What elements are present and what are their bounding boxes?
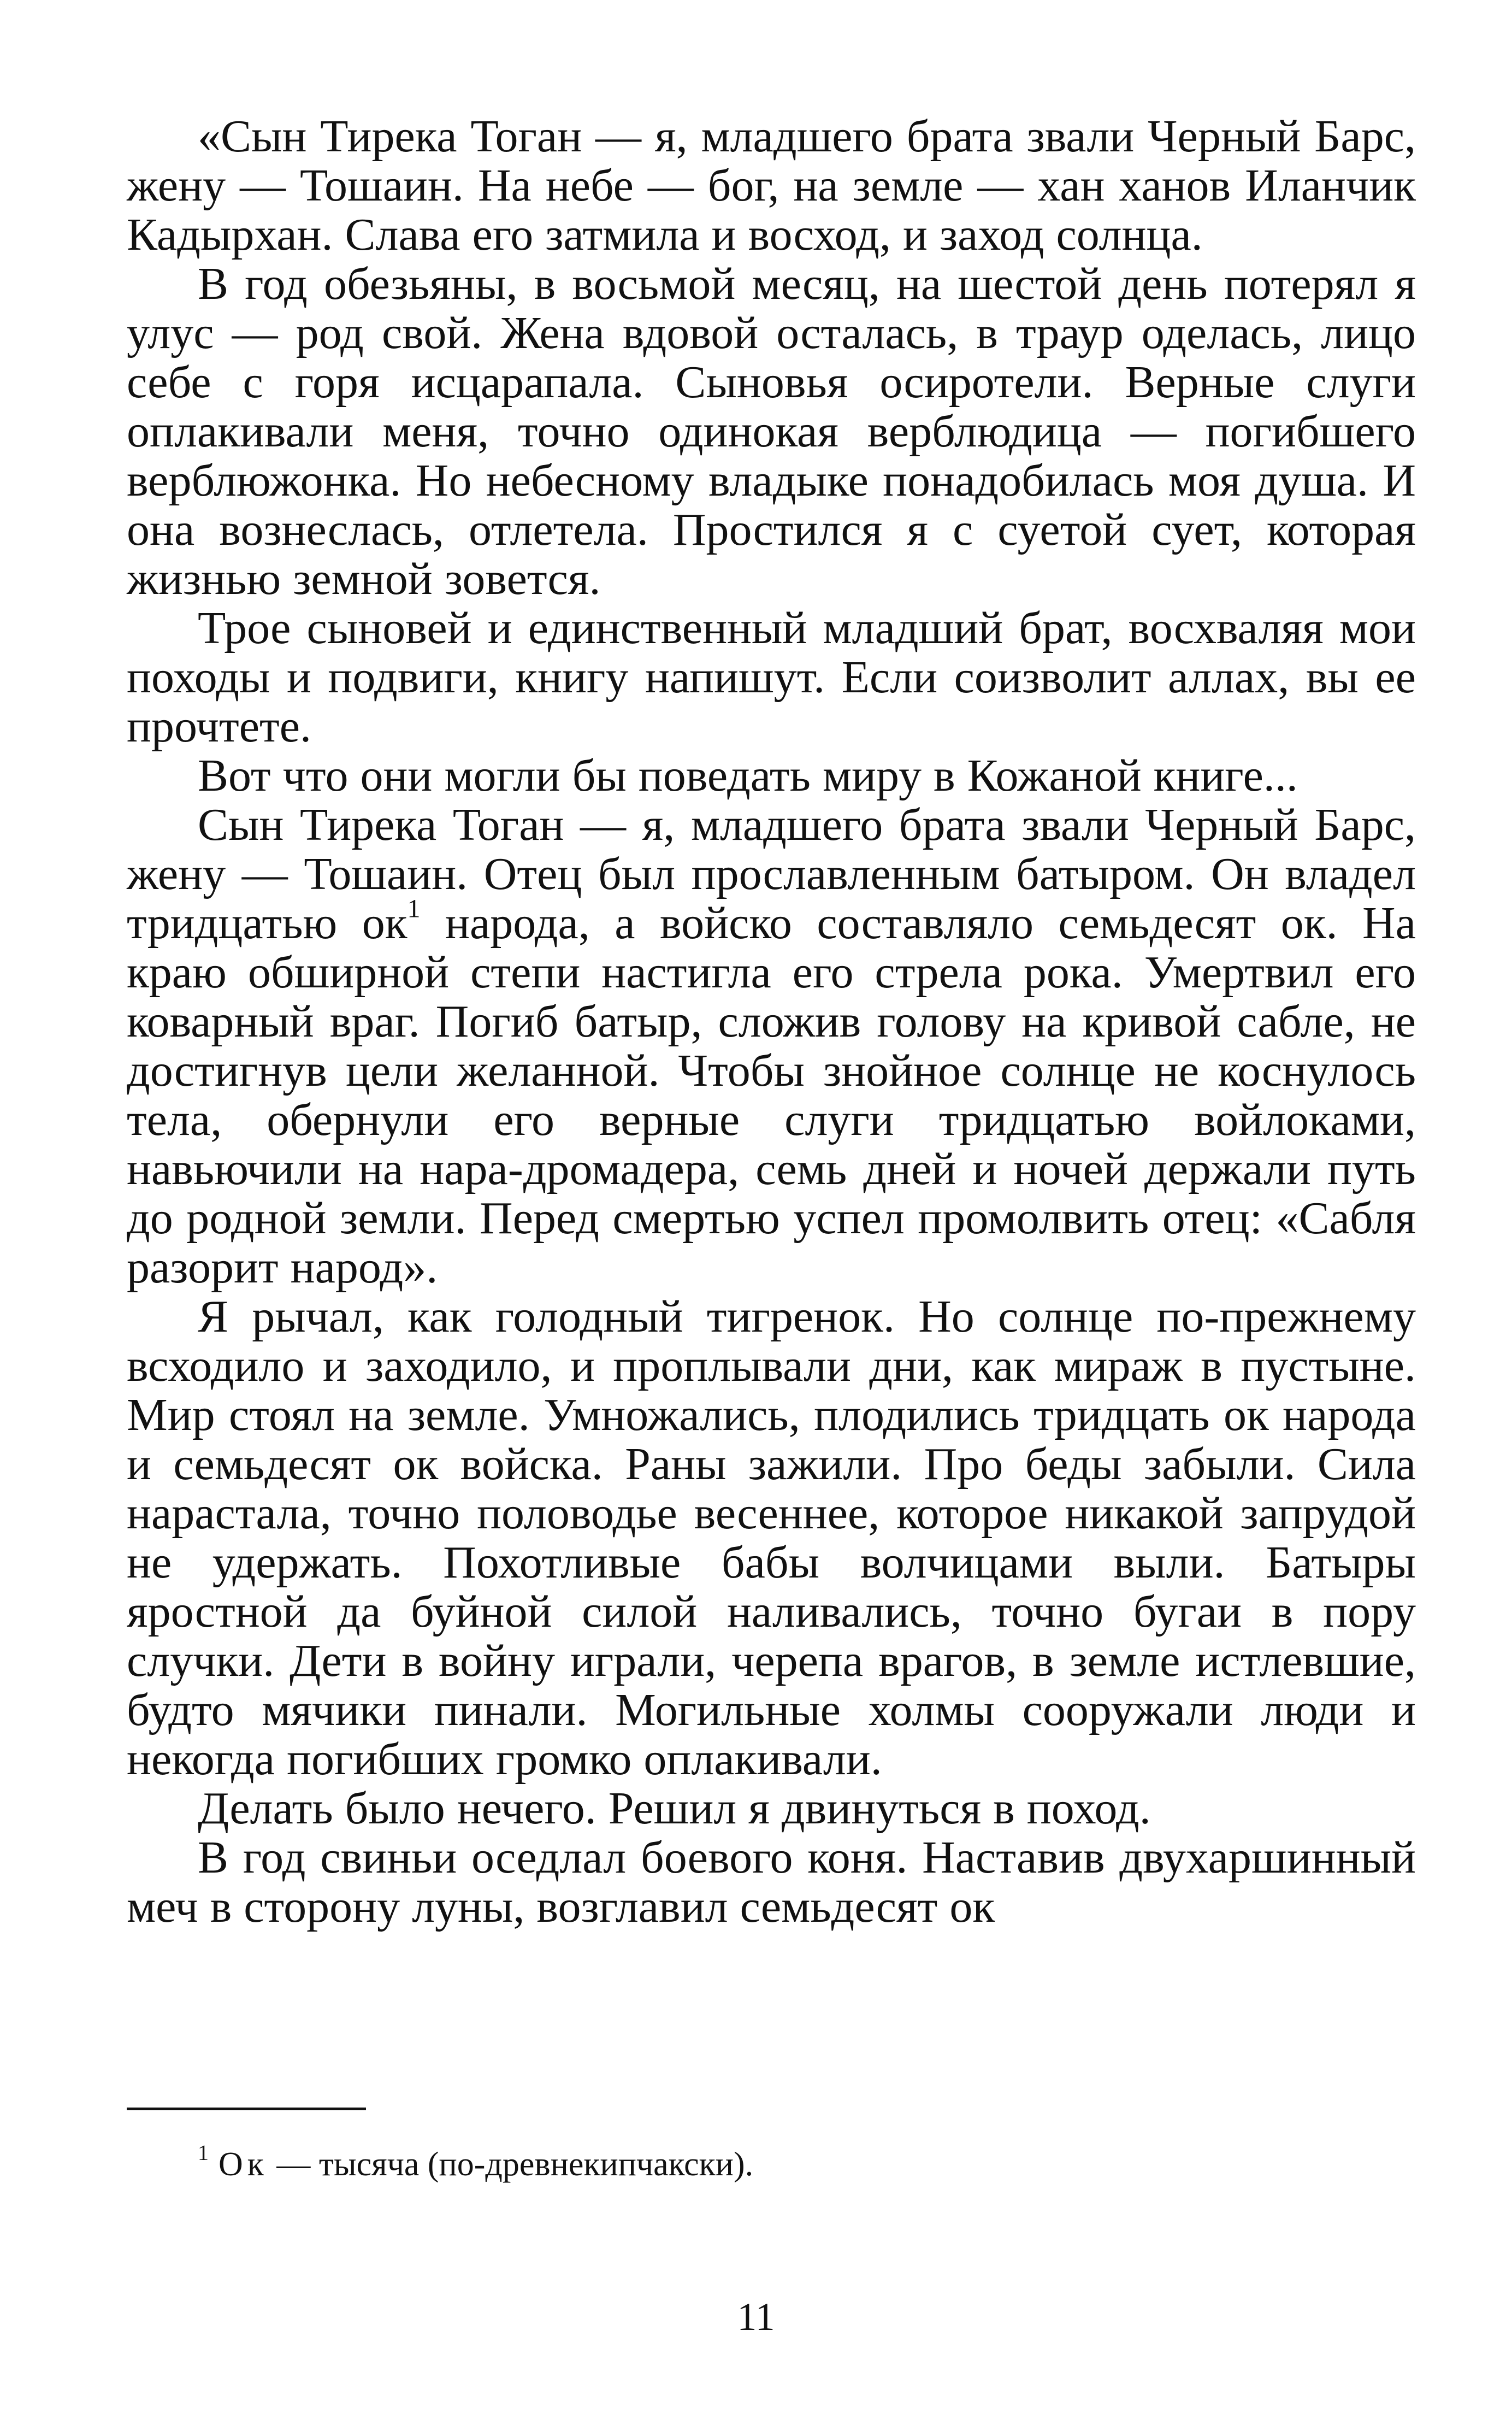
- footnote-term: Ок: [218, 2146, 268, 2183]
- paragraph-3: Трое сыновей и единственный младший брат, восхваляя мои походы и подвиги, книгу напишут. Если соизволит аллах, вы ее прочтете.: [127, 603, 1416, 752]
- paragraph-5: [127, 801, 1416, 1292]
- paragraph-1: «Сын Тирека Тоган — я, младшего брата звали Черный Барс, жену — Тошаин. На небе — бог, на земле — хан ханов Иланчик Кадырхан. Слава его затмила и восход, и заход солнца.: [127, 111, 1416, 260]
- paragraph-4: Вот что они могли бы поведать миру в Кожаной книге...: [198, 750, 1298, 801]
- paragraph-2: В год обезьяны, в восьмой месяц, на шестой день потерял я улус — род свой. Жена вдовой осталась, в траур оделась, лицо себе с горя исцарапала. Сыновья осиротели. Верные слуги оплакивали меня, точно одинокая верблюдица — погибшего верблюжонка. Но небесному владыке понадобилась моя душа. И она вознеслась, отлетела. Простился я с суетой сует, которая жизнью земной зовется.: [127, 258, 1416, 604]
- footnote-text: — тысяча (по-древнекипчакски).: [268, 2146, 754, 2183]
- paragraph-7: Делать было нечего. Решил я двинуться в поход.: [198, 1783, 1151, 1834]
- footnote-mark: 1: [198, 2140, 209, 2165]
- footnote-reference: 1: [407, 894, 421, 923]
- footnote: [198, 2134, 753, 2183]
- footnote-divider: [127, 2108, 366, 2110]
- page-number: 11: [737, 2295, 775, 2339]
- paragraph-6: Я рычал, как голодный тигренок. Но солнце по-прежнему всходило и заходило, и проплывали дни, как мираж в пустыне. Мир стоял на земле. Умножались, плодились тридцать ок народа и семьдесят ок войска. Раны зажили. Про беды забыли. Сила нарастала, точно половодье весеннее, которое никакой запрудой не удержать. Похотливые бабы волчицами выли. Батыры яростной да буйной силой наливались, точно бугаи в пору случки. Дети в войну играли, черепа врагов, в земле истлевшие, будто мячики пинали. Могильные холмы сооружали люди и некогда погибших громко оплакивали.: [127, 1291, 1416, 1785]
- page-body: [127, 112, 1416, 1932]
- paragraph-5-text-end: народа, а войско составляло семьдесят ок. На краю обширной степи настигла его стрела рока. Умертвил его коварный враг. Погиб батыр, сложив голову на кривой сабле, не достигнув цели желанной. Чтобы знойное солнце не коснулось тела, обернули его верные слуги тридцатью войлоками, навьючили на нара-дромадера, семь дней и ночей держали путь до родной земли. Перед смертью успел промолвить отец: «Сабля разорит народ».: [127, 898, 1416, 1293]
- paragraph-5-text-start: Сын Тирека Тоган — я, младшего брата звали Черный Барс, жену — Тошаин. Отец был прославленным батыром. Он владел тридцатью ок: [127, 799, 1416, 949]
- paragraph-8: В год свиньи оседлал боевого коня. Наставив двухаршинный меч в сторону луны, возглавил семьдесят ок: [127, 1832, 1416, 1932]
